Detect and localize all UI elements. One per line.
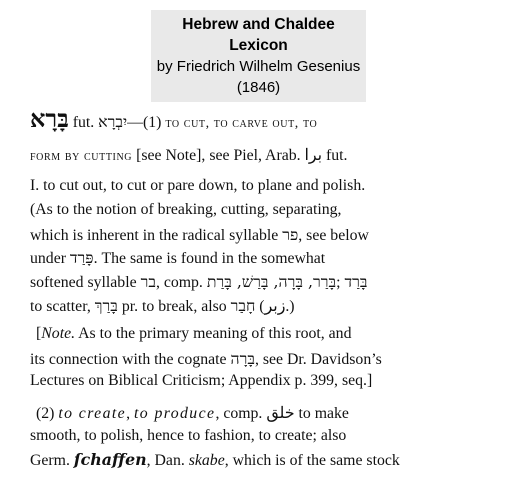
hebrew-syllable-par: פר bbox=[282, 225, 299, 244]
sense-1-continued: form by cutting bbox=[30, 149, 133, 164]
arabic-word-3: خلق bbox=[266, 403, 295, 422]
book-title-line-2: Lexicon bbox=[229, 37, 288, 54]
entry-line-1 bbox=[30, 104, 317, 134]
line-7-text-c: ; bbox=[336, 274, 345, 291]
line-10-text-b: , see Dr. Davidson’s bbox=[254, 351, 382, 368]
note-label: Note. bbox=[41, 325, 76, 342]
line-9-text: As to the primary meaning of this root, and bbox=[75, 325, 352, 342]
hebrew-barad: בָּרַד bbox=[344, 272, 368, 291]
sense-2-produce: to produce bbox=[134, 405, 216, 422]
hebrew-cognates: בָּרַר, בָּרָה, בָּרַשׁ, בָּרַת bbox=[206, 272, 337, 291]
line-12-text-b: to make bbox=[294, 405, 349, 422]
year-line: (1846) bbox=[236, 79, 281, 96]
entry-line-2 bbox=[30, 145, 348, 165]
entry-line-9 bbox=[36, 325, 351, 343]
entry-line-4: (As to the notion of breaking, cutting, separating, bbox=[30, 201, 342, 218]
sense-number-2: (2) bbox=[36, 405, 59, 422]
head-word: בָּרָא bbox=[30, 104, 69, 133]
hebrew-barah: בָּרָה bbox=[230, 349, 255, 368]
entry-line-7 bbox=[30, 272, 367, 292]
line-8-text-b: pr. to break, also bbox=[117, 298, 231, 315]
sense-2-comma: , bbox=[126, 405, 135, 422]
author-line: by Friedrich Wilhelm Gesenius bbox=[156, 58, 361, 75]
entry-line-8: to scatter, בָּרַךְ pr. to break, also חָבַר (زبر.) bbox=[30, 296, 295, 315]
fut-label: fut. bbox=[68, 114, 99, 131]
entry-line-11: Lectures on Biblical Criticism; Appendix p. 399, seq.] bbox=[30, 372, 373, 389]
line-14-text-b: , Dan. bbox=[146, 452, 189, 469]
title-banner bbox=[151, 10, 366, 102]
note-open-bracket: [ bbox=[36, 325, 42, 342]
line-6-text-a: under bbox=[30, 250, 70, 267]
entry-line-12 bbox=[36, 403, 349, 423]
line-12-text-a: , comp. bbox=[215, 405, 267, 422]
line-8-text-c: .) bbox=[285, 298, 295, 315]
future-form: יִבְרָא bbox=[98, 112, 128, 131]
line-5-text-a: which is inherent in the radical syllable bbox=[30, 227, 283, 244]
line-14-text-a: Germ. bbox=[30, 452, 74, 469]
hebrew-syllable-bar: בר bbox=[140, 272, 156, 291]
line-7-text-b: , comp. bbox=[155, 274, 207, 291]
line-2-text-a: [see Note], see Piel, Arab. bbox=[132, 147, 305, 164]
hebrew-chavar: חָבַר bbox=[230, 296, 256, 315]
arabic-word-1: برا bbox=[304, 145, 323, 164]
entry-line-10 bbox=[30, 349, 382, 369]
line-10-text-a: its connection with the cognate bbox=[30, 351, 231, 368]
entry-line-3: I. to cut out, to cut or pare down, to plane and polish. bbox=[30, 177, 366, 194]
sense-1-text: to cut, to carve out, to bbox=[165, 116, 318, 131]
book-title-line-1: Hebrew and Chaldee bbox=[182, 16, 335, 33]
danish-word: skabe bbox=[188, 452, 225, 469]
sense-2-create: to create bbox=[58, 405, 127, 422]
line-5-text-b: , see below bbox=[298, 227, 369, 244]
line-6-text-b: . The same is found in the somewhat bbox=[93, 250, 326, 267]
line-7-text-a: softened syllable bbox=[30, 274, 141, 291]
entry-line-14 bbox=[30, 450, 400, 470]
entry-line-13: smooth, to polish, hence to fashion, to create; also bbox=[30, 427, 347, 444]
hebrew-parad: פָּרַד bbox=[69, 248, 94, 267]
arabic-word-2: زبر bbox=[264, 296, 286, 315]
line-2-text-b: fut. bbox=[322, 147, 348, 164]
line-8-text-a: to scatter, bbox=[30, 298, 95, 315]
sense-number-1: —(1) bbox=[127, 114, 166, 131]
german-word: ſchaffen bbox=[73, 450, 147, 469]
entry-line-6 bbox=[30, 248, 325, 268]
entry-line-5 bbox=[30, 225, 369, 245]
line-14-text-c: , which is of the same stock bbox=[224, 452, 400, 469]
hebrew-barach: בָּרַךְ bbox=[94, 296, 118, 315]
